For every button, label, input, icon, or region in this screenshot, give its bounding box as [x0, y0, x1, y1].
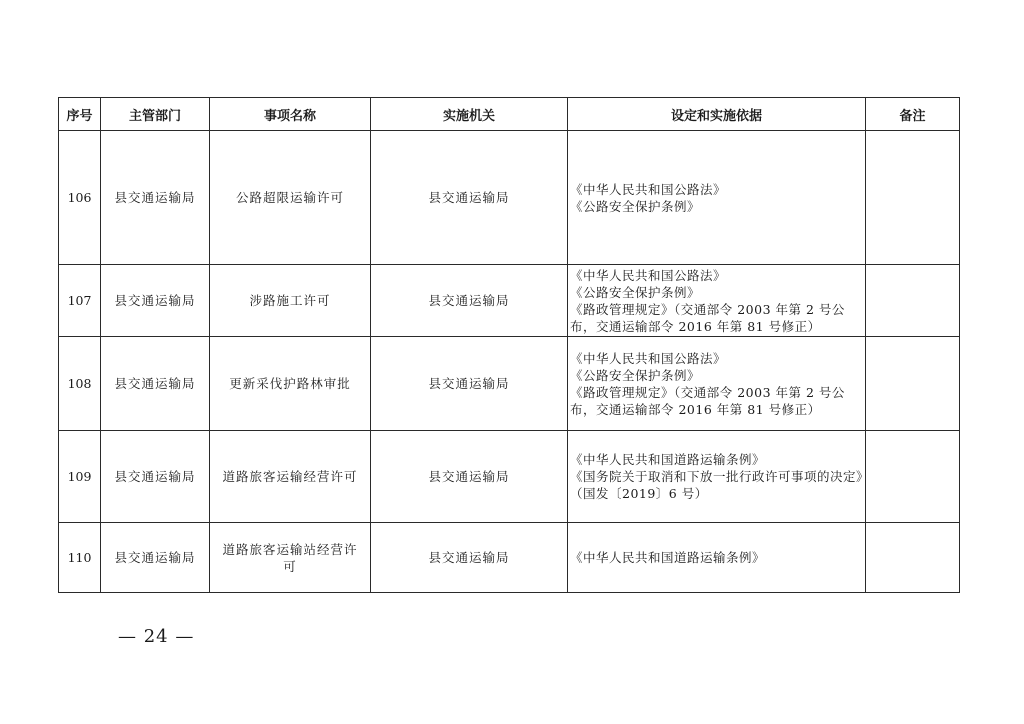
- header-note: 备注: [866, 98, 960, 131]
- dept-cell: 县交通运输局: [101, 431, 210, 523]
- seq-cell: 108: [59, 337, 101, 431]
- seq-cell: 109: [59, 431, 101, 523]
- basis-cell: [568, 523, 866, 593]
- agency-cell: 县交通运输局: [371, 265, 568, 337]
- item-name-cell: 道路旅客运输站经营许可: [210, 523, 371, 593]
- item-name-cell: 涉路施工许可: [210, 265, 371, 337]
- dept-cell: 县交通运输局: [101, 265, 210, 337]
- basis-line: 《路政管理规定》（交通部令 2003 年第 2 号公布，交通运输部令 2016 年第 81 号修正）: [570, 384, 845, 417]
- basis-cell: [568, 431, 866, 523]
- basis-line: 《公路安全保护条例》: [570, 367, 701, 383]
- note-cell: [866, 131, 960, 265]
- basis-line: 《中华人民共和国道路运输条例》: [570, 452, 766, 467]
- table-row: [59, 265, 960, 337]
- basis-cell: [568, 131, 866, 265]
- note-cell: [866, 337, 960, 431]
- header-seq: 序号: [59, 98, 101, 131]
- agency-cell: 县交通运输局: [371, 431, 568, 523]
- basis-line: 《公路安全保护条例》: [570, 284, 701, 300]
- basis-line: 《中华人民共和国公路法》: [570, 350, 727, 366]
- table-row: [59, 431, 960, 523]
- basis-cell: [568, 337, 866, 431]
- note-cell: [866, 265, 960, 337]
- basis-cell: [568, 265, 866, 337]
- item-name-cell: 公路超限运输许可: [210, 131, 371, 265]
- dept-cell: 县交通运输局: [101, 131, 210, 265]
- basis-line: 《中华人民共和国公路法》: [570, 181, 727, 197]
- page-number: — 24 —: [118, 626, 195, 647]
- table-header-row: [59, 98, 960, 131]
- table-row: [59, 337, 960, 431]
- agency-cell: 县交通运输局: [371, 337, 568, 431]
- header-name: 事项名称: [210, 98, 371, 131]
- item-name-cell: 更新采伐护路林审批: [210, 337, 371, 431]
- basis-line: 《国务院关于取消和下放一批行政许可事项的决定》（国发〔2019〕6 号）: [570, 469, 863, 501]
- seq-cell: 107: [59, 265, 101, 337]
- approval-items-table: [58, 97, 960, 593]
- agency-cell: 县交通运输局: [371, 131, 568, 265]
- basis-line: 《路政管理规定》（交通部令 2003 年第 2 号公布，交通运输部令 2016 年第 81 号修正）: [570, 301, 845, 334]
- header-basis: 设定和实施依据: [568, 98, 866, 131]
- note-cell: [866, 523, 960, 593]
- agency-cell: 县交通运输局: [371, 523, 568, 593]
- note-cell: [866, 431, 960, 523]
- header-dept: 主管部门: [101, 98, 210, 131]
- basis-line: 《公路安全保护条例》: [570, 198, 701, 214]
- table-body: [59, 131, 960, 593]
- seq-cell: 106: [59, 131, 101, 265]
- header-agency: 实施机关: [371, 98, 568, 131]
- basis-line: 《中华人民共和国道路运输条例》: [570, 550, 766, 565]
- dept-cell: 县交通运输局: [101, 523, 210, 593]
- table-row: [59, 131, 960, 265]
- item-name-cell: 道路旅客运输经营许可: [210, 431, 371, 523]
- seq-cell: 110: [59, 523, 101, 593]
- table-row: [59, 523, 960, 593]
- dept-cell: 县交通运输局: [101, 337, 210, 431]
- basis-line: 《中华人民共和国公路法》: [570, 267, 727, 283]
